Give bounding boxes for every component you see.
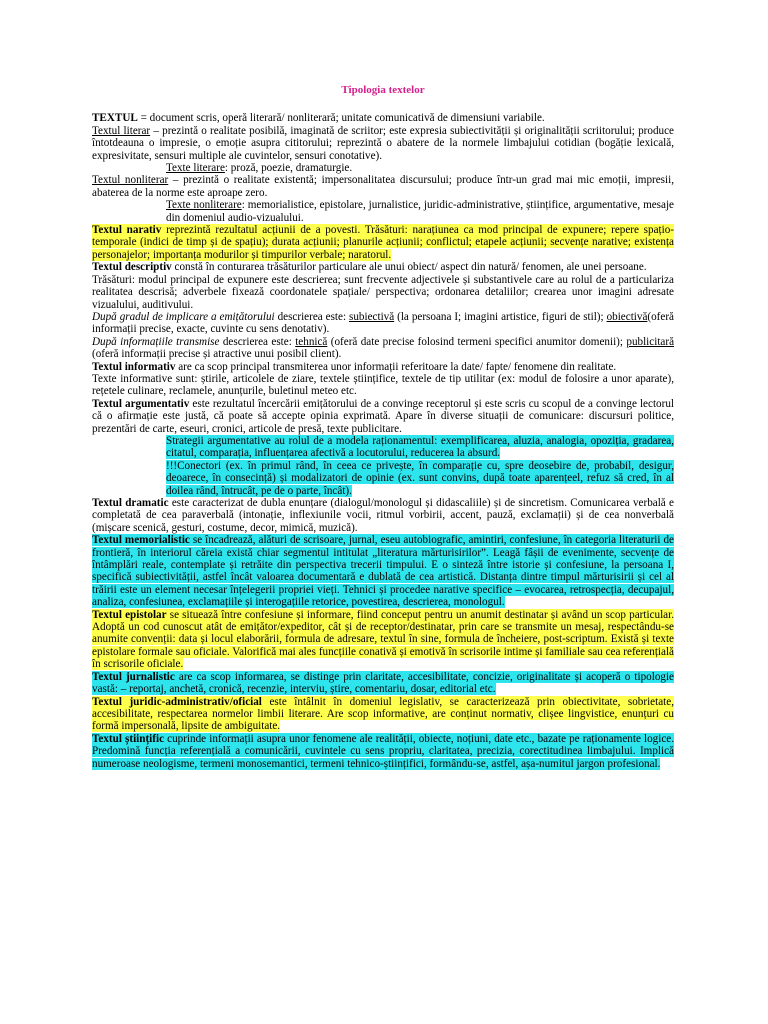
term-jurnalistic: Textul jurnalistic: [92, 670, 175, 683]
highlight-epistolar: Textul epistolar se situează între confesiune și informare, fiind conceput pentru un anumit destinatar și având un scop particular. Adoptă un cod cunoscut atât de emițător/expeditor, cât și de receptor/destinatar, prin care se transmite un mesaj, respectându-se anumite convenții: data și locul elaborării, formula de adresare, textul în sine, formula de încheiere, post-scriptum. Există și texte epistolare formale sau oficiale. Valorifică mai ales funcțiile conativă și emotivă în scrisorile intime și familiale sau cea referențială în scrisorile oficiale.: [92, 608, 674, 671]
document-page: [92, 84, 674, 770]
highlight-jurnalistic: Textul jurnalistic are ca scop informarea, se distinge prin claritate, accesibilitate, concizie, originalitate și acoperă o tipologie vastă: – reportaj, anchetă, cronică, recenzie, interviu, știre, comentariu, dosar, editorial etc.: [92, 670, 674, 696]
paragraph-descriptiv-transmise: După informațiile transmise descrierea este: tehnică (oferă date precise folosind termeni specifici anumitor domenii); publicitară (oferă informații precise și atractive unui posibil client).: [92, 335, 675, 361]
paragraph-epistolar: [92, 609, 674, 671]
paragraph-dramatic: Textul dramatic este caracterizat de dubla enunțare (dialogul/monologul și didascaliile) și de sincretism. Comunicarea verbală e completată de cea paraverbală (intonație, inflexiunile vocii, ritmul vorbirii, accent, pauză, exclamații) și de cea nonverbală (mișcare scenică, gesturi, costume, decor, mimică, muzică).: [92, 497, 674, 534]
highlight-memorialistic: Textul memorialistic se încadrează, alături de scrisoare, jurnal, eseu autobiografic, amintiri, confesiune, în categoria literaturii de frontieră, în interiorul căreia există chiar segmentul intitulat „literatura mărturisirilor”. Leagă fâșii de evenimente, secvențe de întâmplări reale, contemplate și retrăite din perspectiva trecerii timpului. E o sinteză între istorie și confesiune, la persoana I, specifică subiectivității, astfel încât valoarea documentară e dublată de cea artistică. Distanța dintre timpul mărturisirii și cel al trăirii este un element necesar înțelegerii propriei vieți. Tehnici și procedee narative specifice – evocarea, retrospecția, decupajul, analiza, confesiunea, exclamațiile și interogațiile retorice, povestirea, descrierea, monologul.: [92, 534, 674, 609]
highlight-strategii: Strategii argumentative au rolul de a modela raționamentul: exemplificarea, aluzia, analogia, opoziția, gradarea, citatul, comparația, influențarea afectivă a locutorului, reducerea la absurd.: [166, 434, 674, 460]
term-textul: TEXTUL: [92, 112, 138, 125]
paragraph-descriptiv-implicare: După gradul de implicare a emițătorului descrierea este: subiectivă (la persoana I; imagini artistice, figuri de stil); obiectivă(oferă informații precise, exacte, cuvinte cu sens denotativ).: [92, 310, 674, 336]
highlight-conectori: !!!Conectori (ex. în primul rând, în ceea ce privește, în comparație cu, spre deosebire de, probabil, desigur, deoarece, în consecință) și modalizatori de opinie (ex. sunt convins, după toate aparențeel, refuz să cred, în al doilea rând, întrucât, pe de o parte, încât).: [166, 459, 674, 497]
highlight-stiintific: Textul științific cuprinde informații asupra unor fenomene ale realității, obiecte, noțiuni, date etc., bazate pe raționamente logice. Predomină funcția referențială a comunicării, cuvintele cu sens propriu, claritatea, precizia, corectitudinea limbajului. Implică numeroase neologisme, termeni monosemantici, termeni tehnico-științifici, formându-se, astfel, așa-numitul jargon profesional.: [92, 732, 675, 770]
highlight-narativ: Textul narativ reprezintă rezultatul acțiunii de a povesti. Trăsături: narațiunea ca mod principal de expunere; repere spațio-temporale (indici de timp și de spațiu); durata acțiunii; planurile acțiunii; conflictul; etapele acțiunii; secvențe narative; existența personajelor; importanța modurilor și timpurilor verbale; naratorul.: [92, 224, 675, 261]
paragraph-descriptiv: Textul descriptiv constă în conturarea trăsăturilor particulare ale unui obiect/ aspect din natură/ fenomen, ale unei persoane.: [92, 261, 647, 274]
term-juridic: Textul juridic-administrativ/oficial: [92, 695, 262, 708]
term-dramatic: Textul dramatic: [92, 497, 169, 509]
paragraph-argumentativ: Textul argumentativ este rezultatul încercării emițătorului de a convinge receptorul și este scris cu scopul de a convinge lectorul că o afirmație este justă, că poate să accepte opinia exprimată. Apare în diverse situații de comunicare: discursuri politice, prezentări de carte, eseuri, cronici, articole de presă, texte publicitare.: [92, 397, 674, 435]
term-informativ: Textul informativ: [92, 360, 176, 373]
term-descriptiv: Textul descriptiv: [92, 261, 172, 274]
paragraph-descriptiv-features: Trăsături: modul principal de expunere este descrierea; sunt frecvente adjectivele și substantivele care au rolul de a particulariza realitatea descrisă; adverbele fixează coordonatele spațiale/ perspectiva; ordonarea detaliilor; crearea unor imagini adresate vizualului, auditivului.: [92, 273, 674, 311]
paragraph-literar-types: Texte literare: proză, poezie, dramaturgie.: [166, 162, 353, 175]
paragraph-narativ: [92, 224, 674, 261]
paragraph-stiintific: [92, 733, 674, 770]
paragraph-strategii: [92, 435, 674, 460]
paragraph-literar: Textul literar – prezintă o realitate posibilă, imaginată de scriitor; este expresia subiectivității și originalității scriitorului; produce întotdeauna o impresie, o emoție asupra cititorului; reprezintă o abatere de la normele limbajului cotidian (bogăție lexicală, expresivitate, sensuri multiple ale cuvintelor, sensuri conotative).: [92, 124, 674, 162]
paragraph-nonliterar-types: Texte nonliterare: memorialistice, epistolare, jurnalistice, juridic-administrative, științifice, argumentative, mesaje din domeniul audio-vizualului.: [166, 199, 674, 224]
paragraph-juridic: [92, 696, 674, 733]
paragraph-conectori: [92, 460, 674, 497]
paragraph-nonliterar: Textul nonliterar – prezintă o realitate existentă; impersonalitatea discursului; produce într-un grad mai mic emoții, impresii, abaterea de la norme este aproape zero.: [92, 174, 674, 199]
highlight-juridic: Textul juridic-administrativ/oficial este întâlnit în domeniul legislativ, se caracterizează prin obiectivitate, sobrietate, accesibilitate, respectarea normelor limbii literare. Are scop informative, are conținut normativ, clișee lingvistice, enunțuri cu formă impersonală, lipsite de ambiguitate.: [92, 695, 674, 733]
term-memorialistic: Textul memorialistic: [92, 534, 190, 547]
page-title: Tipologia textelor: [341, 84, 425, 96]
term-texte-literare: Texte literare: [166, 162, 225, 175]
paragraph-jurnalistic: [92, 671, 674, 696]
term-epistolar: Textul epistolar: [92, 608, 167, 621]
term-argumentativ: Textul argumentativ: [92, 397, 190, 410]
paragraph-informativ-examples: Texte informative sunt: știrile, articolele de ziare, textele științifice, textele de tip utilitar (ex: modul de folosire a unor aparate), rețetele culinare, reclamele, anunțurile, buletinul meteo etc.: [92, 372, 674, 398]
term-stiintific: Textul științific: [92, 732, 165, 745]
paragraph-textul: TEXTUL = document scris, operă literară/ nonliterară; unitate comunicativă de dimensiuni variabile.: [92, 112, 545, 125]
term-nonliterar: Textul nonliterar: [92, 174, 169, 187]
paragraph-memorialistic: [92, 534, 674, 608]
term-texte-nonliterare: Texte nonliterare: [166, 199, 242, 212]
paragraph-informativ: Textul informativ are ca scop principal transmiterea unor informații referitoare la date/ fapte/ fenomene din realitate.: [92, 360, 617, 373]
term-narativ: Textul narativ: [92, 224, 162, 237]
term-literar: Textul literar: [92, 124, 151, 137]
